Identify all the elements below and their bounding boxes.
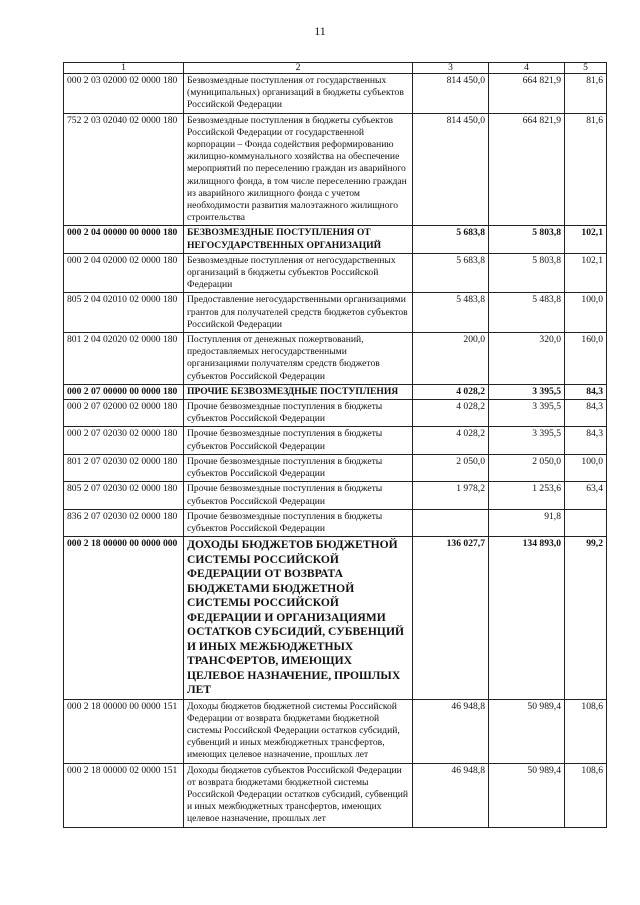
percent-cell: 102,1: [565, 253, 607, 293]
planned-value-cell: 5 483,8: [413, 293, 489, 333]
table-header-row: [64, 63, 607, 74]
table-row: [64, 253, 607, 293]
planned-value-cell: 46 948,8: [413, 763, 489, 827]
actual-value-cell: 5 803,8: [489, 253, 565, 293]
item-name-cell: Доходы бюджетов субъектов Российской Федерации от возврата бюджетами бюджетной системы Российской Федерации остатков субсидий, субвенций и иных межбюджетных трансфертов, имеющих целевое назначение, прошлых лет: [184, 763, 413, 827]
budget-code-cell: 000 2 03 02000 02 0000 180: [64, 74, 184, 114]
actual-value-cell: 5 803,8: [489, 226, 565, 253]
table-row: [64, 454, 607, 481]
table-row: [64, 293, 607, 333]
item-name-cell: Безвозмездные поступления от негосударственных организаций в бюджеты субъектов Российской Федерации: [184, 253, 413, 293]
item-name-cell: Прочие безвозмездные поступления в бюджеты субъектов Российской Федерации: [184, 454, 413, 481]
page-number: 11: [314, 24, 326, 38]
actual-value-cell: 134 893,0: [489, 537, 565, 700]
actual-value-cell: 50 989,4: [489, 763, 565, 827]
planned-value-cell: 4 028,2: [413, 400, 489, 427]
item-name-cell: БЕЗВОЗМЕЗДНЫЕ ПОСТУПЛЕНИЯ ОТ НЕГОСУДАРСТВЕННЫХ ОРГАНИЗАЦИЙ: [184, 226, 413, 253]
percent-cell: 81,6: [565, 74, 607, 114]
budget-code-cell: 000 2 18 00000 00 0000 151: [64, 699, 184, 763]
item-name-cell: Прочие безвозмездные поступления в бюджеты субъектов Российской Федерации: [184, 400, 413, 427]
item-name-cell: Предоставление негосударственными организациями грантов для получателей средств бюджетов субъектов Российской Федерации: [184, 293, 413, 333]
column-header-1: 1: [64, 63, 184, 74]
percent-cell: 108,6: [565, 699, 607, 763]
actual-value-cell: 3 395,5: [489, 427, 565, 454]
planned-value-cell: 5 683,8: [413, 253, 489, 293]
planned-value-cell: 136 027,7: [413, 537, 489, 700]
table-row: [64, 113, 607, 226]
planned-value-cell: 2 050,0: [413, 454, 489, 481]
table-body: [64, 74, 607, 828]
budget-table: [63, 62, 607, 828]
item-name-cell: Доходы бюджетов бюджетной системы Российской Федерации от возврата бюджетами бюджетной системы Российской Федерации остатков субсидий, субвенций и иных межбюджетных трансфертов, имеющих целевое назначение, прошлых лет: [184, 699, 413, 763]
percent-cell: 99,2: [565, 537, 607, 700]
budget-code-cell: 000 2 04 02000 02 0000 180: [64, 253, 184, 293]
percent-cell: 84,3: [565, 427, 607, 454]
percent-cell: 84,3: [565, 400, 607, 427]
percent-cell: 100,0: [565, 454, 607, 481]
item-name-cell: Прочие безвозмездные поступления в бюджеты субъектов Российской Федерации: [184, 509, 413, 536]
percent-cell: 102,1: [565, 226, 607, 253]
actual-value-cell: 3 395,5: [489, 384, 565, 399]
budget-code-cell: 752 2 03 02040 02 0000 180: [64, 113, 184, 226]
column-header-5: 5: [565, 63, 607, 74]
actual-value-cell: 320,0: [489, 333, 565, 385]
budget-code-cell: 801 2 04 02020 02 0000 180: [64, 333, 184, 385]
planned-value-cell: 200,0: [413, 333, 489, 385]
actual-value-cell: 664 821,9: [489, 113, 565, 226]
actual-value-cell: 91,8: [489, 509, 565, 536]
percent-cell: 108,6: [565, 763, 607, 827]
planned-value-cell: 814 450,0: [413, 113, 489, 226]
planned-value-cell: 814 450,0: [413, 74, 489, 114]
actual-value-cell: 5 483,8: [489, 293, 565, 333]
budget-code-cell: 000 2 07 02000 02 0000 180: [64, 400, 184, 427]
item-name-cell: ПРОЧИЕ БЕЗВОЗМЕЗДНЫЕ ПОСТУПЛЕНИЯ: [184, 384, 413, 399]
percent-cell: 84,3: [565, 384, 607, 399]
table-row: [64, 226, 607, 253]
budget-code-cell: 836 2 07 02030 02 0000 180: [64, 509, 184, 536]
column-header-4: 4: [489, 63, 565, 74]
item-name-cell: Безвозмездные поступления в бюджеты субъектов Российской Федерации от государственной корпорации – Фонда содействия реформированию жилищно-коммунального хозяйства на обеспечение мероприятий по переселению граждан из аварийного жилищного фонда, в том числе переселению граждан из аварийного жилищного фонда с учетом необходимости развития малоэтажного жилищного строительства: [184, 113, 413, 226]
budget-code-cell: 801 2 07 02030 02 0000 180: [64, 454, 184, 481]
item-name-cell: Безвозмездные поступления от государственных (муниципальных) организаций в бюджеты субъектов Российской Федерации: [184, 74, 413, 114]
planned-value-cell: 1 978,2: [413, 482, 489, 509]
item-name-cell: Прочие безвозмездные поступления в бюджеты субъектов Российской Федерации: [184, 482, 413, 509]
planned-value-cell: 4 028,2: [413, 427, 489, 454]
budget-code-cell: 000 2 18 00000 00 0000 000: [64, 537, 184, 700]
budget-code-cell: 805 2 07 02030 02 0000 180: [64, 482, 184, 509]
actual-value-cell: 50 989,4: [489, 699, 565, 763]
percent-cell: 160,0: [565, 333, 607, 385]
actual-value-cell: 1 253,6: [489, 482, 565, 509]
actual-value-cell: 2 050,0: [489, 454, 565, 481]
item-name-cell: ДОХОДЫ БЮДЖЕТОВ БЮДЖЕТНОЙ СИСТЕМЫ РОССИЙСКОЙ ФЕДЕРАЦИИ ОТ ВОЗВРАТА БЮДЖЕТАМИ БЮДЖЕТНОЙ СИСТЕМЫ РОССИЙСКОЙ ФЕДЕРАЦИИ И ОРГАНИЗАЦИЯМИ ОСТАТКОВ СУБСИДИЙ, СУБВЕНЦИЙ И ИНЫХ МЕЖБЮДЖЕТНЫХ ТРАНСФЕРТОВ, ИМЕЮЩИХ ЦЕЛЕВОЕ НАЗНАЧЕНИЕ, ПРОШЛЫХ ЛЕТ: [184, 537, 413, 700]
percent-cell: 63,4: [565, 482, 607, 509]
table-row: [64, 384, 607, 399]
column-header-3: 3: [413, 63, 489, 74]
actual-value-cell: 664 821,9: [489, 74, 565, 114]
percent-cell: [565, 509, 607, 536]
table-row: [64, 400, 607, 427]
percent-cell: 100,0: [565, 293, 607, 333]
table-row: [64, 509, 607, 536]
item-name-cell: Поступления от денежных пожертвований, предоставляемых негосударственными организациями получателям средств бюджетов субъектов Российской Федерации: [184, 333, 413, 385]
table-row: [64, 333, 607, 385]
planned-value-cell: 5 683,8: [413, 226, 489, 253]
budget-code-cell: 805 2 04 02010 02 0000 180: [64, 293, 184, 333]
table-row: [64, 427, 607, 454]
budget-code-cell: 000 2 18 00000 02 0000 151: [64, 763, 184, 827]
actual-value-cell: 3 395,5: [489, 400, 565, 427]
planned-value-cell: 46 948,8: [413, 699, 489, 763]
percent-cell: 81,6: [565, 113, 607, 226]
table-row: [64, 699, 607, 763]
table-row: [64, 537, 607, 700]
table-row: [64, 482, 607, 509]
item-name-cell: Прочие безвозмездные поступления в бюджеты субъектов Российской Федерации: [184, 427, 413, 454]
column-header-2: 2: [184, 63, 413, 74]
planned-value-cell: 4 028,2: [413, 384, 489, 399]
table-row: [64, 74, 607, 114]
table-row: [64, 763, 607, 827]
budget-code-cell: 000 2 07 00000 00 0000 180: [64, 384, 184, 399]
planned-value-cell: [413, 509, 489, 536]
budget-code-cell: 000 2 07 02030 02 0000 180: [64, 427, 184, 454]
budget-code-cell: 000 2 04 00000 00 0000 180: [64, 226, 184, 253]
